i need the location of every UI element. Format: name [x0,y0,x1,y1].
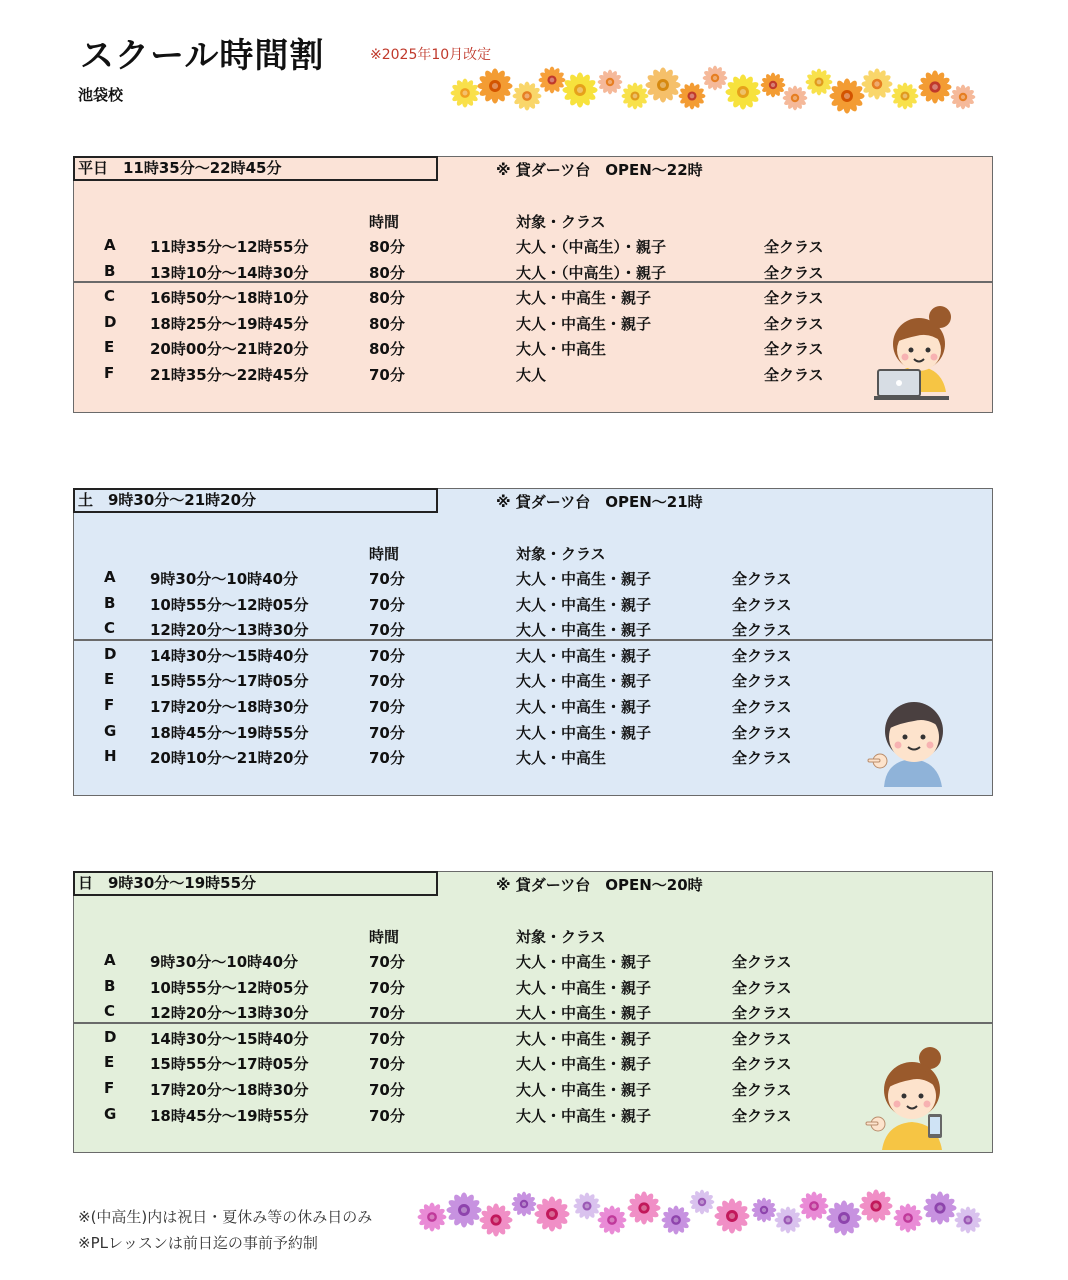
lesson-code: D [104,1027,117,1046]
schedule-row [74,594,992,619]
lesson-time-range: 18時25分～19時45分 [150,314,309,333]
lesson-target: 大人・中高生・親子 [516,314,652,333]
lesson-target: 大人・（中高生）・親子 [516,263,667,282]
lesson-time-range: 10時55分～12時05分 [150,978,309,997]
section-label: 平日 11時35分～22時45分 [73,156,438,181]
lesson-code: F [104,696,115,714]
lesson-class: 全クラス [732,978,792,997]
lesson-class: 全クラス [764,314,824,333]
lesson-duration: 70分 [369,1004,405,1023]
lesson-class: 全クラス [732,595,792,614]
lesson-target: 大人・中高生・親子 [516,646,652,665]
lesson-class: 全クラス [732,1055,792,1074]
lesson-code: A [104,568,116,586]
lesson-duration: 80分 [369,263,405,282]
col-header-target: 対象・クラス [516,213,606,231]
weekday-schedule-section [73,156,993,413]
lesson-target: 大人・中高生・親子 [516,672,652,691]
lesson-code: D [104,644,117,663]
lesson-class: 全クラス [732,1081,792,1099]
lesson-target: 大人 [516,366,547,384]
lesson-time-range: 20時00分～21時20分 [150,340,309,359]
lesson-target: 大人・中高生・親子 [516,978,652,997]
lesson-code: A [104,951,116,969]
flower-garland-bottom-icon [412,1182,992,1242]
lesson-code: E [104,338,115,357]
lesson-code: H [104,747,117,766]
lesson-code: E [104,670,115,689]
lesson-class: 全クラス [764,340,824,359]
lesson-class: 全クラス [732,953,792,971]
lesson-target: 大人・中高生・親子 [516,953,652,971]
lesson-duration: 70分 [369,366,405,384]
lesson-code: D [104,312,117,331]
lesson-duration: 70分 [369,1081,405,1099]
lesson-time-range: 12時20分～13時30分 [150,1004,309,1023]
darts-open-note: ※ 貸ダーツ台 OPEN～20時 [496,876,703,894]
lesson-time-range: 21時35分～22時45分 [150,366,309,384]
lesson-class: 全クラス [732,1004,792,1023]
lesson-code: C [104,619,116,638]
lesson-time-range: 11時35分～12時55分 [150,238,309,256]
schedule-row [74,236,992,261]
col-header-time: 時間 [369,545,400,563]
lesson-duration: 70分 [369,595,405,614]
lesson-class: 全クラス [764,366,824,384]
lesson-target: 大人・中高生・親子 [516,621,652,640]
lesson-time-range: 17時20分～18時30分 [150,698,309,716]
lesson-target: 大人・中高生・親子 [516,1081,652,1099]
lesson-duration: 70分 [369,698,405,716]
lesson-target: 大人・中高生・親子 [516,1029,652,1048]
lesson-code: B [104,593,116,612]
lesson-time-range: 14時30分～15時40分 [150,1029,309,1048]
footnote-highschool: ※(中高生)内は祝日・夏休み等の休み日のみ [78,1208,373,1226]
lesson-target: 大人・中高生・親子 [516,570,652,588]
lesson-time-range: 18時45分～19時55分 [150,723,309,742]
lesson-code: F [104,1079,115,1097]
schedule-row [74,1105,992,1130]
saturday-schedule-section [73,488,993,796]
schedule-row [74,568,992,593]
col-header-target: 対象・クラス [516,545,606,563]
lesson-time-range: 15時55分～17時05分 [150,1055,309,1074]
lesson-time-range: 18時45分～19時55分 [150,1106,309,1125]
lesson-duration: 70分 [369,1055,405,1074]
schedule-row [74,287,992,312]
school-name: 池袋校 [78,86,124,104]
flower-garland-top-icon [445,60,980,120]
lesson-time-range: 15時55分～17時05分 [150,672,309,691]
lesson-class: 全クラス [732,749,792,768]
lesson-duration: 70分 [369,646,405,665]
footnote-private-lesson: ※PLレッスンは前日迄の事前予約制 [78,1234,318,1252]
schedule-row [74,338,992,363]
lesson-duration: 70分 [369,978,405,997]
lesson-time-range: 9時30分～10時40分 [150,953,299,971]
col-header-time: 時間 [369,213,400,231]
lesson-class: 全クラス [732,1106,792,1125]
lesson-code: A [104,236,116,254]
lesson-target: 大人・中高生・親子 [516,1004,652,1023]
revision-note: ※2025年10月改定 [370,47,492,63]
lesson-time-range: 12時20分～13時30分 [150,621,309,640]
lesson-duration: 70分 [369,723,405,742]
lesson-time-range: 20時10分～21時20分 [150,749,309,768]
lesson-duration: 70分 [369,570,405,588]
lesson-target: 大人・中高生・親子 [516,1106,652,1125]
lesson-target: 大人・中高生・親子 [516,698,652,716]
lesson-class: 全クラス [732,1029,792,1048]
col-header-target: 対象・クラス [516,928,606,946]
schedule-row [74,722,992,747]
lesson-target: 大人・（中高生）・親子 [516,238,667,256]
lesson-class: 全クラス [764,238,824,256]
lesson-duration: 80分 [369,340,405,359]
lesson-target: 大人・中高生・親子 [516,595,652,614]
schedule-row [74,1028,992,1053]
page-title: スクール時間割 [80,36,325,76]
darts-open-note: ※ 貸ダーツ台 OPEN～21時 [496,493,703,511]
lesson-duration: 70分 [369,1106,405,1125]
section-label: 土 9時30分～21時20分 [73,488,438,513]
schedule-row [74,696,992,721]
lesson-class: 全クラス [732,646,792,665]
lesson-time-range: 10時55分～12時05分 [150,595,309,614]
schedule-row [74,645,992,670]
schedule-row [74,951,992,976]
lesson-code: C [104,287,116,306]
lesson-time-range: 14時30分～15時40分 [150,646,309,665]
lesson-duration: 70分 [369,749,405,768]
schedule-row [74,977,992,1002]
lesson-class: 全クラス [732,723,792,742]
lesson-duration: 80分 [369,314,405,333]
lesson-code: B [104,976,116,995]
schedule-row [74,313,992,338]
lesson-duration: 80分 [369,238,405,256]
lesson-time-range: 13時10分～14時30分 [150,263,309,282]
row-divider [74,639,992,641]
lesson-code: B [104,261,116,280]
schedule-row [74,747,992,772]
lesson-class: 全クラス [732,621,792,640]
lesson-duration: 70分 [369,672,405,691]
col-header-time: 時間 [369,928,400,946]
lesson-code: C [104,1002,116,1021]
lesson-class: 全クラス [732,570,792,588]
lesson-target: 大人・中高生・親子 [516,1055,652,1074]
darts-open-note: ※ 貸ダーツ台 OPEN～22時 [496,161,703,179]
lesson-time-range: 17時20分～18時30分 [150,1081,309,1099]
lesson-target: 大人・中高生 [516,340,607,359]
lesson-class: 全クラス [732,698,792,716]
schedule-row [74,1053,992,1078]
lesson-time-range: 9時30分～10時40分 [150,570,299,588]
lesson-duration: 70分 [369,1029,405,1048]
schedule-row [74,364,992,389]
row-divider [74,281,992,283]
lesson-class: 全クラス [764,289,824,308]
lesson-time-range: 16時50分～18時10分 [150,289,309,308]
row-divider [74,1022,992,1024]
lesson-code: E [104,1053,115,1072]
lesson-duration: 70分 [369,621,405,640]
lesson-duration: 80分 [369,289,405,308]
sunday-schedule-section [73,871,993,1153]
lesson-target: 大人・中高生・親子 [516,289,652,308]
lesson-target: 大人・中高生・親子 [516,723,652,742]
section-label: 日 9時30分～19時55分 [73,871,438,896]
lesson-code: F [104,364,115,382]
schedule-row [74,670,992,695]
lesson-code: G [104,1104,117,1123]
lesson-class: 全クラス [764,263,824,282]
lesson-duration: 70分 [369,953,405,971]
lesson-code: G [104,721,117,740]
lesson-class: 全クラス [732,672,792,691]
schedule-row [74,1079,992,1104]
lesson-target: 大人・中高生 [516,749,607,768]
